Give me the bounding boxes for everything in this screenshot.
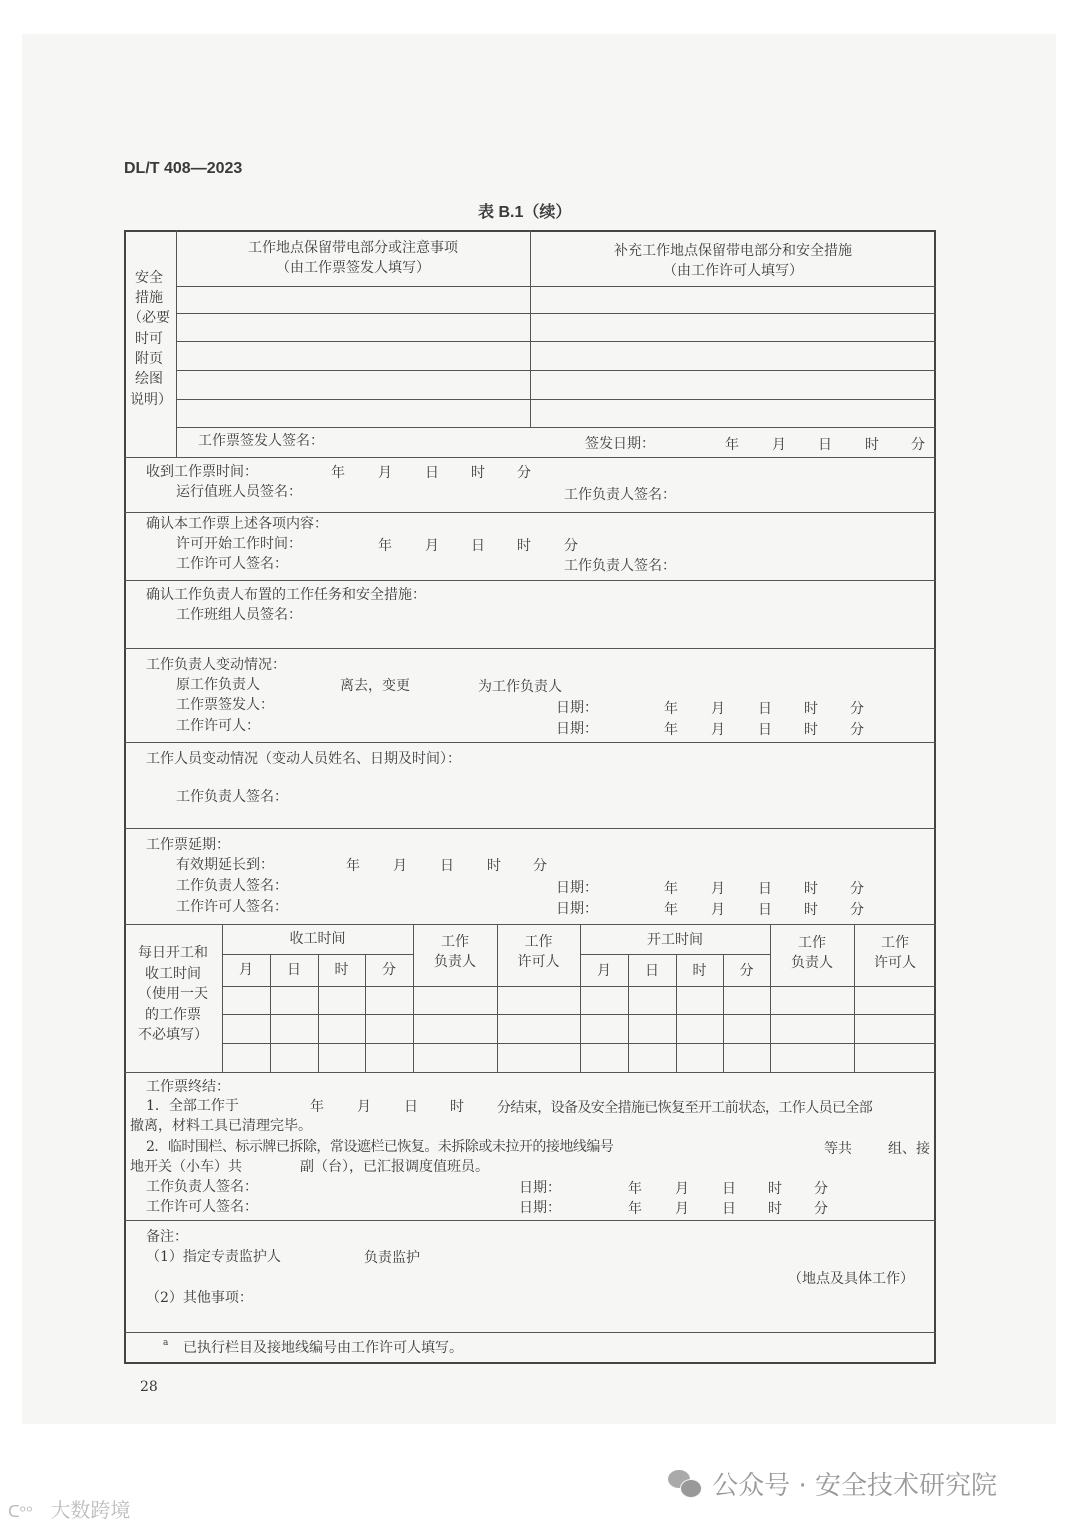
team-confirm-title: 确认工作负责人布置的工作任务和安全措施：	[146, 587, 426, 603]
leader-signature-label: 工作负责人签名：	[564, 558, 676, 574]
remarks-item1-text: 负责监护	[364, 1250, 420, 1266]
col-month: 月	[239, 962, 253, 978]
side-label: 时可	[135, 331, 163, 347]
termination-item2-text: 等共	[824, 1141, 852, 1157]
unit-day: 日	[758, 701, 772, 717]
as-leader-label: 为工作负责人	[478, 679, 562, 695]
unit-day: 日	[758, 902, 772, 918]
permitter-header: 工作	[524, 934, 553, 950]
side-label: 每日开工和	[138, 945, 208, 961]
unit-minute: 分	[911, 437, 925, 453]
col-day: 日	[287, 962, 301, 978]
unit-minute: 分	[814, 1201, 828, 1217]
duty-signature-label: 运行值班人员签名：	[176, 484, 302, 500]
unit-hour: 时	[517, 538, 531, 554]
unit-minute: 分	[814, 1181, 828, 1197]
remarks-item2: （2）其他事项：	[146, 1290, 253, 1306]
unit-day: 日	[440, 858, 454, 874]
unit-year: 年	[331, 465, 345, 481]
unit-hour: 时	[804, 881, 818, 897]
unit-hour: 时	[865, 437, 879, 453]
unit-hour: 时	[768, 1201, 782, 1217]
start-time-label: 许可开始工作时间：	[176, 536, 302, 552]
side-label: 的工作票	[145, 1007, 201, 1023]
side-label: 绘图	[135, 371, 163, 387]
col-hour: 时	[334, 962, 349, 978]
leader-header: 工作	[441, 934, 469, 950]
corner-watermark	[8, 1494, 130, 1523]
unit-month: 月	[711, 881, 725, 897]
unit-hour: 时	[487, 858, 501, 874]
unit-year: 年	[310, 1099, 324, 1115]
unit-month: 月	[425, 538, 439, 554]
col-minute: 分	[382, 962, 396, 978]
unit-day: 日	[425, 465, 439, 481]
unit-day: 日	[404, 1099, 418, 1115]
permitter-signature-label: 工作许可人签名：	[176, 556, 288, 572]
issuer-label: 工作票签发人：	[176, 697, 274, 713]
unit-hour: 时	[804, 722, 818, 738]
unit-year: 年	[628, 1201, 642, 1217]
col-month: 月	[597, 963, 611, 979]
valid-until-label: 有效期延长到：	[176, 857, 274, 873]
unit-day: 日	[758, 881, 772, 897]
remarks-item1: （1）指定专责监护人	[146, 1249, 281, 1265]
date-label: 日期：	[519, 1180, 561, 1196]
wechat-watermark-text: 公众号 · 安全技术研究院	[712, 1471, 998, 1501]
unit-month: 月	[711, 902, 725, 918]
unit-minute: 分	[850, 902, 864, 918]
team-signature-label: 工作班组人员签名：	[176, 607, 302, 623]
termination-item2: 2．临时围栏、标示牌已拆除，常设遮栏已恢复。未拆除或未拉开的接地线编号	[146, 1139, 614, 1155]
termination-item1: 1．全部工作于	[146, 1098, 239, 1114]
unit-month: 月	[378, 465, 392, 481]
termination-item2-text: 副（台），已汇报调度值班员。	[300, 1159, 489, 1175]
col-hour: 时	[692, 963, 707, 979]
unit-hour: 时	[450, 1099, 464, 1115]
unit-year: 年	[664, 701, 678, 717]
unit-day: 日	[758, 722, 772, 738]
page-number: 28	[140, 1379, 158, 1395]
leader-header: 负责人	[791, 955, 833, 971]
left-column-subheader: （由工作票签发人填写）	[276, 260, 430, 276]
side-label: 附页	[135, 351, 163, 367]
staff-change-title: 工作人员变动情况（变动人员姓名、日期及时间）：	[146, 751, 461, 767]
corner-logo-icon: ᑕᵒᵒ	[8, 1502, 33, 1521]
leader-header: 负责人	[434, 954, 476, 970]
issuer-signature-label: 工作票签发人签名：	[198, 433, 324, 449]
side-label: 收工时间	[145, 966, 201, 982]
wechat-watermark	[668, 1465, 997, 1502]
col-minute: 分	[739, 963, 754, 979]
termination-item1-text: 撤离，材料工具已清理完毕。	[130, 1118, 312, 1134]
side-label: 不必填写）	[138, 1027, 208, 1043]
remarks-title: 备注：	[146, 1229, 188, 1245]
unit-day: 日	[722, 1201, 736, 1217]
side-label: 安全	[135, 270, 163, 286]
unit-month: 月	[675, 1201, 689, 1217]
side-label: 措施	[135, 290, 163, 306]
left-column-header: 工作地点保留带电部分或注意事项	[248, 240, 458, 256]
unit-year: 年	[628, 1181, 642, 1197]
unit-minute: 分	[533, 858, 547, 874]
unit-year: 年	[664, 722, 678, 738]
leader-signature-label: 工作负责人签名：	[176, 789, 288, 805]
right-column-header: 补充工作地点保留带电部分和安全措施	[614, 243, 852, 259]
unit-minute: 分	[517, 465, 531, 481]
end-time-header: 收工时间	[289, 931, 346, 947]
unit-month: 月	[675, 1181, 689, 1197]
unit-year: 年	[346, 858, 360, 874]
termination-item2-text: 组、接	[888, 1141, 930, 1157]
footnote-mark: a	[163, 1338, 169, 1348]
unit-day: 日	[722, 1181, 736, 1197]
unit-month: 月	[357, 1099, 371, 1115]
unit-minute: 分	[564, 538, 578, 554]
document-code: DL/T 408—2023	[124, 160, 243, 177]
permitter-signature-label: 工作许可人签名：	[146, 1199, 258, 1215]
leave-label: 离去，变更	[340, 678, 410, 694]
unit-year: 年	[664, 902, 678, 918]
unit-minute: 分	[850, 701, 864, 717]
unit-hour: 时	[804, 701, 818, 717]
unit-minute: 分	[850, 881, 864, 897]
receive-time-label: 收到工作票时间：	[146, 464, 258, 480]
extension-title: 工作票延期：	[146, 837, 230, 853]
leader-signature-label: 工作负责人签名：	[564, 487, 676, 503]
leader-signature-label: 工作负责人签名：	[176, 878, 288, 894]
wechat-icon	[668, 1470, 704, 1498]
termination-item2-text: 地开关（小车）共	[130, 1159, 242, 1175]
leader-signature-label: 工作负责人签名：	[146, 1179, 258, 1195]
unit-year: 年	[725, 437, 739, 453]
unit-month: 月	[711, 701, 725, 717]
unit-hour: 时	[768, 1181, 782, 1197]
col-day: 日	[645, 963, 659, 979]
unit-year: 年	[378, 538, 392, 554]
footnote-text: 已执行栏目及接地线编号由工作许可人填写。	[183, 1340, 463, 1356]
leader-header: 工作	[798, 935, 826, 951]
corner-watermark-text: 大数跨境	[50, 1498, 131, 1522]
permitter-signature-label: 工作许可人签名：	[176, 899, 288, 915]
unit-month: 月	[711, 722, 725, 738]
unit-year: 年	[664, 881, 678, 897]
confirm-title: 确认本工作票上述各项内容：	[146, 516, 328, 532]
issue-date-label: 签发日期：	[585, 436, 655, 452]
termination-item1-text: 分结束，设备及安全措施已恢复至开工前状态，工作人员已全部	[497, 1100, 873, 1116]
termination-title: 工作票终结：	[146, 1079, 230, 1095]
original-leader-label: 原工作负责人	[176, 677, 260, 693]
remarks-item1-note: （地点及具体工作）	[788, 1271, 914, 1287]
right-column-subheader: （由工作许可人填写）	[663, 263, 803, 279]
unit-minute: 分	[850, 722, 864, 738]
date-label: 日期：	[556, 901, 598, 917]
permitter-header: 工作	[881, 935, 909, 951]
unit-month: 月	[772, 437, 786, 453]
date-label: 日期：	[519, 1200, 561, 1216]
table-title: 表 B.1（续）	[478, 204, 572, 221]
side-label: 说明）	[130, 392, 172, 408]
unit-day: 日	[818, 437, 832, 453]
permitter-header: 许可人	[874, 955, 916, 971]
date-label: 日期：	[556, 700, 598, 716]
unit-day: 日	[471, 538, 485, 554]
permitter-label: 工作许可人：	[176, 718, 260, 734]
side-label: （使用一天	[138, 986, 208, 1002]
permitter-header: 许可人	[517, 954, 560, 970]
unit-hour: 时	[471, 465, 485, 481]
date-label: 日期：	[556, 721, 598, 737]
unit-month: 月	[393, 858, 407, 874]
start-time-header: 开工时间	[647, 932, 703, 948]
side-label: （必要	[128, 310, 170, 326]
unit-hour: 时	[804, 902, 818, 918]
date-label: 日期：	[556, 880, 598, 896]
leader-change-title: 工作负责人变动情况：	[146, 657, 286, 673]
